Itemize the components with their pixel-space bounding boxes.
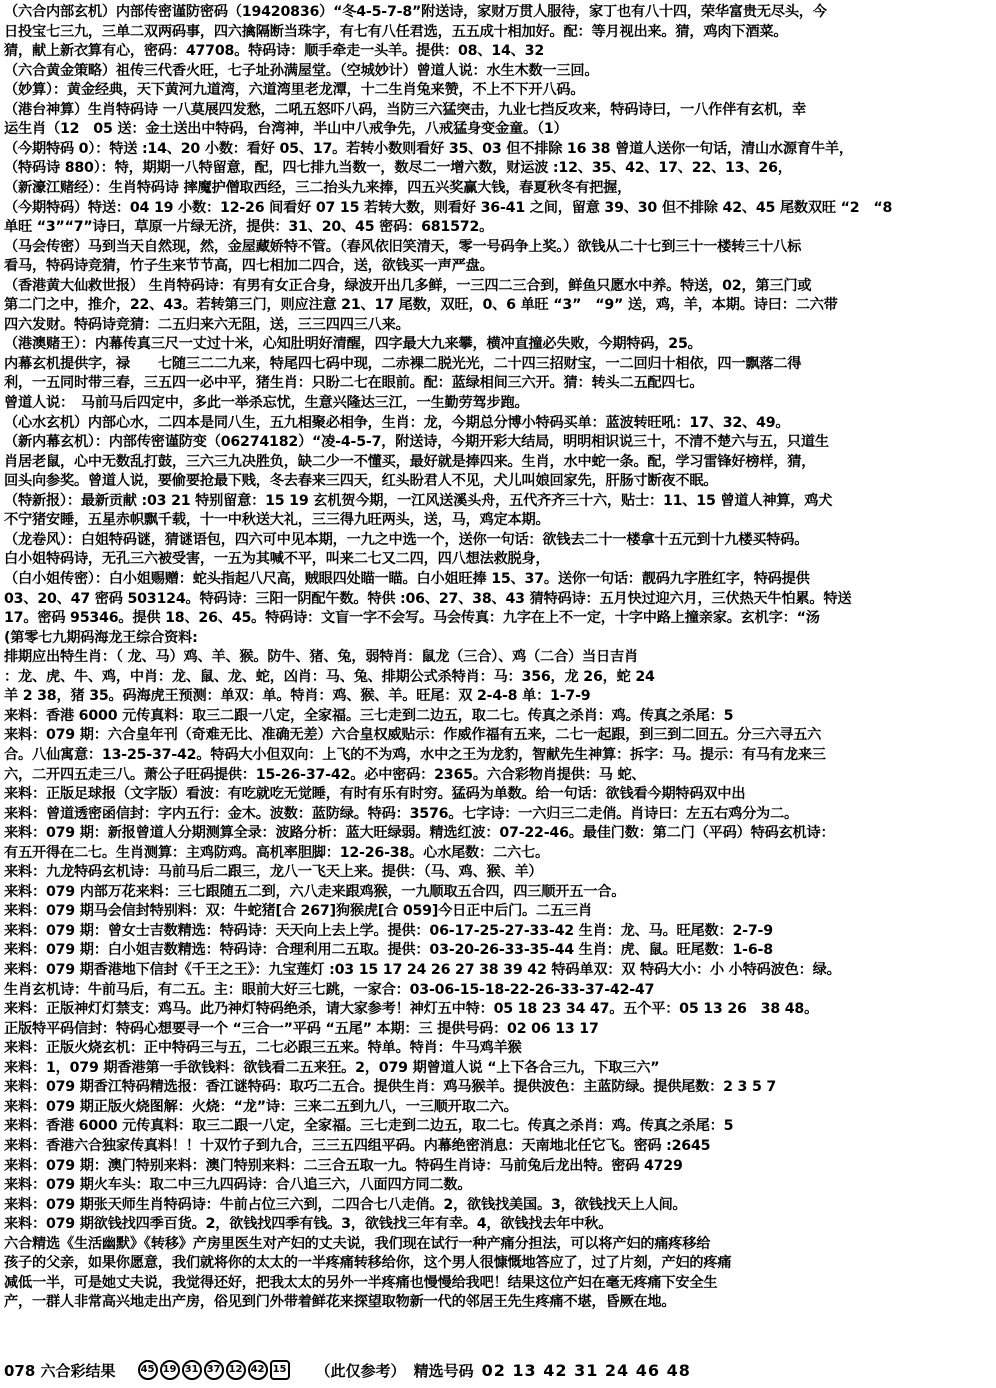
result-balls bbox=[138, 1360, 290, 1380]
text-line: （六合黄金策略）祖传三代香火旺，七子址孙满屋堂。（空城妙计）曾道人说：水生木数一三回。 bbox=[4, 62, 599, 79]
text-line: 来料：正版火烧玄机：正中特码三与五，二七必跟三五来。特单。特肖：牛马鸡羊猴 bbox=[4, 1040, 522, 1057]
text-line: 来料：曾道透密函信封：字内五行：金木。波数：蓝防绿。特码：3576。七字诗：一六归三二走俏。肖诗曰：左五右鸡分为二。 bbox=[4, 805, 799, 822]
picks-numbers: 02 13 42 31 24 46 48 bbox=[481, 1360, 691, 1380]
text-line: （新内幕玄机）：内部传密谨防变（06274182）“凌-4-5-7，附送诗，今期开彩大结局，明明相识说三十，不清不楚六与五，只道生 bbox=[4, 434, 829, 451]
text-line: 来料：九龙特码玄机诗：马前马后二跟三，龙八一飞天上来。提供：（马、鸡、猴、羊） bbox=[4, 864, 543, 881]
text-line: 来料：079 期：白小姐吉数精选：特码诗：合理利用二五取。提供：03-20-26-33-35-44 生肖：虎、鼠。旺尾数：1-6-8 bbox=[4, 942, 773, 959]
result-ball: 42 bbox=[248, 1360, 268, 1380]
text-line: 来料：079 期：澳门特别来料：澳门特别来料：二三合五取一九。特码生肖诗：马前兔后龙出特。密码 4729 bbox=[4, 1157, 683, 1174]
text-line: （龙卷风）：白姐特码谜，猜谜语包，四六可中见本期，一九之中选一个，送你一句话：欲钱去二十一楼拿十五元到十九楼买特码。 bbox=[4, 531, 809, 548]
text-line: 运生肖（12 05 送：金土送出中特码，台湾神，半山中八戒争先，八戒猛身变金童。（1） bbox=[4, 121, 568, 138]
text-line: （今期特码 0）：特送 :14、20 小数：看好 05、17。若转小数则看好 35、03 但不排除 16 38 曾道人送你一句话，清山水源育牛羊， bbox=[4, 140, 853, 157]
text-line: 孩子的父亲，如果你愿意，我们就将你的太太的一半疼痛转移给你，这个男人很慷慨地答应了，过了片刻，产妇的疼痛 bbox=[4, 1255, 732, 1272]
text-line: 猜，献上新衣算有心，密码：47708。特码诗：顺手牵走一头羊。提供：08、14、32 bbox=[4, 43, 545, 60]
text-line: 四六发财。特码诗竞猜：二五归来六无阻，送，三三四四三八来。 bbox=[4, 316, 410, 333]
text-line: （六合内部玄机）内部传密谨防密码（19420836）“冬4-5-7-8”附送诗，家财万贯人服待，家丁也有八十四，荣华富贵无尽头，今 bbox=[4, 4, 827, 20]
text-line: 来料：079 期：新报曾道人分期测算全录：波路分析：蓝大旺绿弱。精选红波：07-22-46。最佳门数：第二门（平码）特码玄机诗： bbox=[4, 825, 835, 842]
text-line: 来料：079 期张天师生肖特码诗：牛前占位三六到，二四合七八走俏。2，欲钱找美国。3，欲钱找天上人间。 bbox=[4, 1196, 687, 1213]
text-line: 羊 2 38，猪 35。码海虎王预测：单双：单。特肖：鸡、猴、羊。旺尾：双 2-4-8 单：1-7-9 bbox=[4, 688, 591, 705]
result-ball: 31 bbox=[182, 1360, 202, 1380]
text-line: 利，一五同时带三春，三五四一必中平，猪生肖：只盼二七在眼前。配：蓝绿相间三六开。猜：转头二五配四七。 bbox=[4, 375, 704, 392]
text-line: 来料：香港 6000 元传真料：取三二跟一八定，全家福。三七走到二边五，取二七。传真之杀肖：鸡。传真之杀尾：5 bbox=[4, 1118, 734, 1135]
reference-note: （此仅参考） bbox=[315, 1361, 406, 1380]
text-line: 肖居老鼠，心中无数乱打鼓，三六三九决胜负，缺二少一不懂买，最好就是捧四来。生肖，水中蛇一条。配，学习雷锋好榜样，猜， bbox=[4, 453, 816, 470]
text-line: 不宁猪安睡，五星赤帜飘千载，十一中秋送大礼，三三得九旺两头，送，马，鸡定本期。 bbox=[4, 512, 550, 529]
text-line: （妙算）：黄金经典，天下黄河九道湾，六道湾里老龙潭，十二生肖兔来赞，不上不下开八码。 bbox=[4, 82, 585, 99]
text-line: 来料：香港 6000 元传真料：取三二跟一八定，全家福。三七走到二边五，取二七。传真之杀肖：鸡。传真之杀尾：5 bbox=[4, 707, 734, 724]
text-line: 日投宝七三九，三单二双两码事，四六擒隔断当珠字，有七有八任君选，五五成十相加好。配：等月视出来。猜，鸡肉下酒菜。 bbox=[4, 23, 788, 40]
text-line: （新濠江赌经）：生肖特码诗 摔魔护僧取西经，三二抬头九来捧，四五兴奖赢大钱，春夏秋冬有把握， bbox=[4, 180, 632, 196]
text-line: 来料：香港六合独家传真料！！十双竹子到九合，三三五四组平码。内幕绝密消息：天南地北任它飞。密码 :2645 bbox=[4, 1137, 711, 1154]
text-line: 六，二开四五走三八。萧公子旺码提供：15-26-37-42。必中密码：2365。六合彩物肖提供：马 蛇、 bbox=[4, 766, 646, 783]
text-line: ：龙、虎、牛、鸡，中肖：龙、鼠、龙、蛇，凶肖：马、兔、排期公式杀特肖：马：356，龙 26，蛇 24 bbox=[4, 668, 655, 685]
result-ball: 37 bbox=[204, 1360, 224, 1380]
text-line: 来料：正版神灯灯禁支：鸡马。此乃神灯特码绝杀，请大家参考！神灯五中特：05 18 23 34 47。五个平：05 13 26 38 48。 bbox=[4, 1001, 819, 1018]
text-line: 排期应出特生肖：（ 龙、马）鸡、羊、猴。防牛、猪、兔，弱特肖：鼠龙（三合）、鸡（二合）当日吉肖 bbox=[4, 649, 638, 666]
text-line: （港台神算）生肖特码诗 一八莫展四发愁，二吼五怒吓八码，当防三六猛突击，九业七挡反攻来，特码诗曰，一八作伴有玄机，幸 bbox=[4, 101, 807, 118]
text-line: 白小姐特码诗，无孔三六被受害，一五为其喊不平，叫来二七又二四，四八想法救脱身， bbox=[4, 551, 550, 568]
text-line: 来料：079 期：曾女士吉数精选：特码诗：天天向上去上学。提供：06-17-25-27-33-42 生肖：龙、马。旺尾数：2-7-9 bbox=[4, 922, 773, 939]
text-line: 有五开得在二七。生肖测算：主鸡防鸡。高机率胆脚：12-26-38。心水尾数：二六七。 bbox=[4, 844, 549, 861]
text-line: （今期特码）特送：04 19 小数：12-26 间看好 07 15 若转大数，则看好 36-41 之间，留意 39、30 但不排除 42、45 尾数双旺 “2 “8 bbox=[4, 199, 893, 216]
text-line: 来料：079 期香港地下信封《千王之王》：九宝莲灯 :03 15 17 24 26 27 38 39 42 特码单双：双 特码大小：小 小特码波色：绿。 bbox=[4, 962, 841, 978]
text-line: 来料：079 期火车头：取二中三九四码诗：合八追三六，八面四方同二数。 bbox=[4, 1177, 472, 1193]
text-line: 第二门之中，推介，22、43。若转第三门，则应注意 21、17 尾数，双旺，0、6 单旺 “3” “9” 送，鸡，羊，本期。诗曰：二六带 bbox=[4, 297, 838, 314]
text-line: 曾道人说： 马前马后四定中，多此一举杀忘忧，生意兴隆达三江，一生勤劳驾步跑。 bbox=[4, 395, 529, 411]
text-line: 六合精选《生活幽默》《转移》产房里医生对产妇的丈夫说，我们现在试行一种产痛分担法，可以将产妇的痛疼移给 bbox=[4, 1235, 711, 1252]
text-line: 看马，特码诗竞猜，竹子生来节节高，四七相加二四合，送，欲钱买一声严盘。 bbox=[4, 258, 494, 275]
text-line: 来料：正版足球报（文字版）看波：有吃就吃无觉睡，有时有乐有时穷。猛码为单数。给一句话：欲钱看今期特码双中出 bbox=[4, 786, 746, 802]
result-special-ball: 15 bbox=[270, 1360, 290, 1380]
text-line: （香港黄大仙救世报） 生肖特码诗：有男有女正合身，绿波开出几多鲜，一三四二三合到，鲜鱼只愿水中养。特送，02，第三门或 bbox=[4, 277, 812, 294]
result-ball: 19 bbox=[160, 1360, 180, 1380]
text-line: 来料：1，079 期香港第一手欲钱料：欲钱看二五来狂。2，079 期曾道人说 “上下各合三九，下取三六” bbox=[4, 1059, 660, 1076]
text-line: 17。密码 95346。提供 18、26、45。特码诗：文盲一字不会写。马会传真：九字在上不一定，十字中路上撞亲家。玄机字：“汤 bbox=[4, 610, 820, 627]
text-line: 合。八仙寓意：13-25-37-42。特码大小但双向：上飞的不为鸡，水中之王为龙豹，智献先生神算：拆字：马。提示：有马有龙来三 bbox=[4, 746, 826, 763]
text-line: 正版特平码信封：特码心想要寻一个 “三合一”平码 “五尾” 本期：三 提供号码：02 06 13 17 bbox=[4, 1020, 599, 1037]
text-line: (第零七九期码海龙王综合资料: bbox=[4, 629, 198, 646]
text-line: 减低一半，可是她丈夫说，我觉得还好，把我太太的另外一半疼痛也慢慢给我吧！结果这位产妇在毫无疼痛下安全生 bbox=[4, 1274, 718, 1291]
text-line: 来料：079 期香江特码精选报：香江谜特码：取巧二五合。提供生肖：鸡马猴羊。提供波色：主蓝防绿。提供尾数：2 3 5 7 bbox=[4, 1079, 777, 1096]
result-footer bbox=[4, 1357, 994, 1383]
text-line: 产，一群人非常高兴地走出产房，俗见到门外带着鲜花来探望取物新一代的邻居王先生疼痛不堪，昏厥在地。 bbox=[4, 1294, 676, 1311]
text-line: （特码诗 880）：特，期期一八特留意，配，四七排九当数一，数尽二一增六数，财运波 :12、35、42、17、22、13、26， bbox=[4, 160, 792, 177]
text-line: 回头向参奖。曾道人说，要偷要抢最下贱，冬去春来三四天，红头盼君人不见，犬儿叫娘回家先，肝肠寸断夜不眠。 bbox=[4, 473, 718, 490]
text-line: 内幕玄机提供字，禄 七随三二二九来，特尾四七码中现，二赤裸二脱光光，二十四三招财宝，一二回归十相依，四一飘落二得 bbox=[4, 355, 802, 372]
text-line: 单旺 “3”“7”诗曰，草原一片绿无济，提供：31、20、45 密码：681572。 bbox=[4, 219, 494, 236]
text-line: （心水玄机）内部心水，二四本是同八生，五九相聚必相争，生肖：龙，今期总分博小特码买单：蓝波转旺吼：17、32、49。 bbox=[4, 414, 790, 431]
text-line: 来料：079 期：六合皇年刊（奇难无比、准确无差）六合皇权威贴示：作威作福有五来，二七一起跟，到三到二回五。分三六寻五六 bbox=[4, 727, 822, 744]
text-line: （特新报）：最新贡献 :03 21 特别留意：15 19 玄机贺今期，一江风送溪头舟，五代齐齐三十六，贴士：11、15 曾道人神算，鸡犬 bbox=[4, 492, 833, 509]
text-line: 来料：079 期欲钱找四季百货。2，欲钱找四季有钱。3，欲钱找三年有幸。4，欲钱找去年中秋。 bbox=[4, 1216, 613, 1233]
text-line: 来料：079 期正版火烧图解：火烧：“龙”诗：三来二五到九八，一三顺开取二六。 bbox=[4, 1098, 518, 1115]
text-line: 03、20、47 密码 503124。特码诗：三阳一阴配午数。特供 :06、27、38、43 猜特码诗：五月快过迎六月，三伏热天牛怕累。特送 bbox=[4, 590, 852, 607]
text-line: 来料：079 内部万花来料：三七跟随五二到，六八走来跟鸡猴，一九顺取五合四，四三顺开五一合。 bbox=[4, 883, 626, 900]
result-ball: 45 bbox=[138, 1360, 158, 1380]
text-line: 来料：079 期马会信封特别料：双：牛蛇猪[合 267]狗猴虎[合 059]今日正中后门。二五三肖 bbox=[4, 903, 592, 920]
text-line: 生肖玄机诗：牛前马后，有二五。主：眼前大好三七跳，一家合：03-06-15-18-22-26-33-37-42-47 bbox=[4, 981, 655, 998]
text-line: （马会传密）马到当天自然现，然，金屋藏娇特不管。（春风依旧笑清天，零一号码争上奖。）欲钱从二十七到三十一楼转三十八标 bbox=[4, 238, 802, 255]
result-issue-label: 078 六合彩结果 bbox=[4, 1361, 116, 1380]
text-line: （白小姐传密）：白小姐赐赠：蛇头指起八尺高，贼眼四处瞄一瞄。白小姐旺捧 15、37。送你一句话：靓码九字胜红字，特码提供 bbox=[4, 571, 810, 587]
result-ball: 12 bbox=[226, 1360, 246, 1380]
picks-label: 精选号码 bbox=[413, 1361, 474, 1380]
text-line: （港澳赌王）：内幕传真三尺一丈过十米，心知肚明好清醒，四字最大九来攀，横冲直撞必失败，今期特码，25。 bbox=[4, 336, 702, 353]
